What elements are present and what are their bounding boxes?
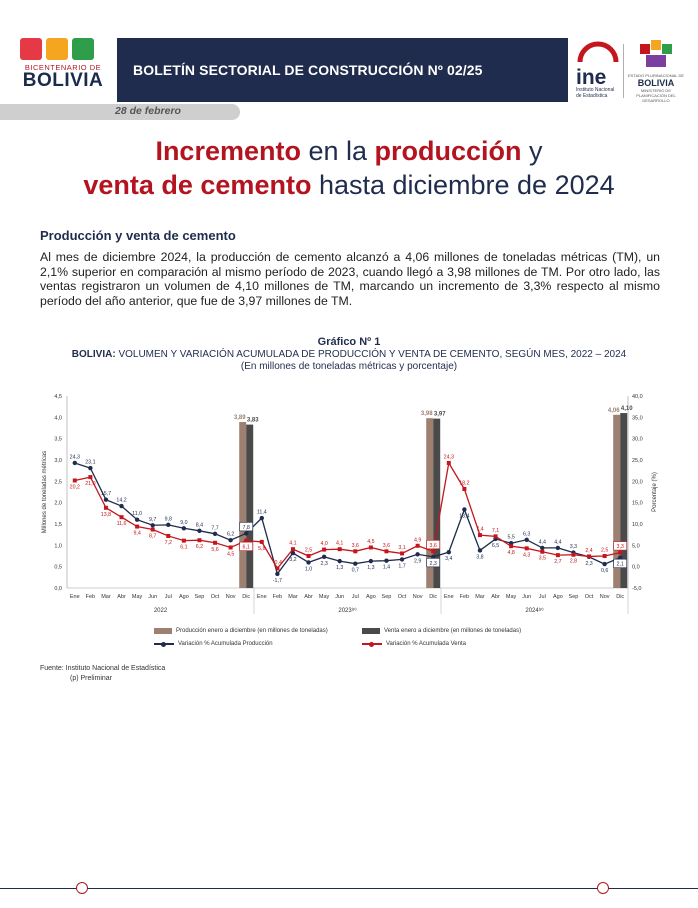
sales-variation-point xyxy=(525,546,529,550)
month-label: May xyxy=(505,594,517,600)
sales-variation-point xyxy=(618,551,622,555)
production-variation-label: 0,6 xyxy=(600,568,609,575)
right-tick-label: 5,0 xyxy=(632,543,640,550)
bulletin-title: BOLETÍN SECTORIAL DE CONSTRUCCIÓN Nº 02/25 xyxy=(133,62,483,78)
sales-variation-label: 13,8 xyxy=(100,511,112,518)
sales-variation-point xyxy=(151,528,155,532)
sales-variation-point xyxy=(571,553,575,557)
right-tick-label: 10,0 xyxy=(632,522,643,528)
publication-date: 28 de febrero xyxy=(115,105,181,117)
right-tick-label: 15,0 xyxy=(632,500,643,507)
sales-variation-label: 3,6 xyxy=(382,542,391,549)
legend-prod-line-swatch xyxy=(154,640,174,648)
sales-bar-label: 4,10 xyxy=(620,406,633,413)
estado-sub: ESTADO PLURINACIONAL DE xyxy=(628,73,685,78)
sales-bar-label: 3,97 xyxy=(433,411,446,418)
title-part-3: producción xyxy=(374,136,522,166)
month-label: Mar xyxy=(475,594,485,600)
title-part-1: Incremento xyxy=(155,136,301,166)
sales-variation-label: 4,3 xyxy=(523,552,531,559)
production-variation-point xyxy=(540,546,544,550)
production-variation-label: 8,4 xyxy=(195,522,204,529)
month-label: Jun xyxy=(148,594,158,600)
production-variation-label: 3,3 xyxy=(569,544,578,551)
sales-variation-label: 20,2 xyxy=(69,484,80,491)
sales-variation-label: -0,4 xyxy=(272,559,282,566)
left-tick-label: 3,5 xyxy=(54,436,62,443)
sales-variation-point xyxy=(88,475,92,479)
month-label: Ago xyxy=(178,594,189,600)
sales-variation-point xyxy=(369,545,373,549)
production-variation-point xyxy=(73,461,77,465)
sales-variation-point xyxy=(400,551,404,555)
ine-arc-icon xyxy=(576,40,620,64)
sales-variation-label: 4,9 xyxy=(413,537,422,544)
sales-variation-point xyxy=(73,478,77,482)
logo-tile-green xyxy=(72,38,94,60)
left-tick-label: 0,5 xyxy=(54,564,62,571)
production-variation-label: -1,7 xyxy=(272,577,282,584)
month-label: Jul xyxy=(538,594,546,600)
month-label: Feb xyxy=(459,594,470,600)
production-variation-label: 2,3 xyxy=(320,560,328,567)
ine-sub: Instituto Nacional de Estadística xyxy=(576,87,615,99)
source-line: Fuente: Instituto Nacional de Estadística xyxy=(40,665,166,672)
sales-variation-point xyxy=(120,515,124,519)
production-variation-point xyxy=(306,560,310,564)
production-variation-point xyxy=(88,466,92,470)
production-variation-point xyxy=(260,516,264,520)
sales-variation-point xyxy=(260,540,264,544)
brand-sub: BICENTENARIO DE xyxy=(24,63,102,72)
legend-venta-bar-swatch xyxy=(362,628,380,634)
sales-variation-point xyxy=(416,544,420,548)
left-tick-label: 1,0 xyxy=(54,543,62,550)
month-label: Ago xyxy=(365,594,376,600)
production-variation-label: 11,4 xyxy=(256,509,267,516)
month-label: May xyxy=(318,594,330,600)
production-variation-label: 3,2 xyxy=(289,557,297,564)
production-variation-point xyxy=(322,555,326,559)
left-tick-label: 4,5 xyxy=(54,394,62,400)
sales-variation-point xyxy=(447,461,451,465)
sales-variation-point xyxy=(540,550,544,554)
production-variation-label: 9,0 xyxy=(180,519,188,526)
sales-variation-point xyxy=(431,549,435,553)
month-label: Dic xyxy=(242,594,251,600)
month-label: Jul xyxy=(164,594,172,600)
year-label: 2024$^{(p)}$ xyxy=(525,606,544,614)
right-tick-label: 20,0 xyxy=(632,479,643,486)
legend-venta-bar-label: Venta enero a diciembre (en millones de toneladas) xyxy=(384,628,522,634)
production-variation-point xyxy=(384,558,388,562)
sales-variation-point xyxy=(509,544,513,548)
title-part-6: hasta diciembre de 2024 xyxy=(311,170,615,200)
production-variation-point xyxy=(197,529,201,533)
sales-variation-point xyxy=(338,547,342,551)
production-variation-label: 4,4 xyxy=(538,539,546,546)
footer-dot-right xyxy=(597,882,609,894)
production-variation-point xyxy=(228,538,232,542)
production-variation-label: 2,3 xyxy=(429,560,437,567)
month-label: Mar xyxy=(288,594,298,600)
legend-venta-line-label: Variación % Acumulada Venta xyxy=(386,641,466,647)
sales-variation-label: 8,7 xyxy=(149,533,157,540)
production-variation-point xyxy=(275,572,279,576)
right-tick-label: -5,0 xyxy=(632,586,642,592)
left-tick-label: 4,0 xyxy=(54,415,62,422)
sales-variation-label: 2,5 xyxy=(600,547,609,554)
month-label: Dic xyxy=(429,594,438,600)
production-variation-label: 23,1 xyxy=(85,459,96,466)
month-label: Sep xyxy=(194,594,205,600)
production-variation-label: 1,3 xyxy=(367,565,375,572)
production-variation-label: 2,3 xyxy=(585,560,593,567)
production-variation-point xyxy=(415,552,419,556)
sales-variation-label: 4,8 xyxy=(507,550,515,557)
sales-variation-label: 18,2 xyxy=(459,480,470,487)
production-variation-point xyxy=(556,546,560,550)
sales-variation-point xyxy=(166,534,170,538)
estado-sub2: MINISTERIO DE PLANIFICACIÓN DEL DESARROLLO xyxy=(636,88,676,103)
bulletin-header xyxy=(117,38,568,102)
legend-venta-line xyxy=(362,640,466,648)
legend-venta-line-swatch xyxy=(362,640,382,648)
production-variation-label: 1,4 xyxy=(382,564,391,571)
sales-variation-label: 9,4 xyxy=(133,530,141,537)
month-label: Nov xyxy=(225,594,236,600)
sales-variation-label: 3,1 xyxy=(398,544,406,551)
logo-tile-red xyxy=(20,38,42,60)
month-label: Feb xyxy=(85,594,96,600)
production-variation-label: 3,4 xyxy=(445,556,453,563)
production-variation-label: 6,2 xyxy=(226,531,235,538)
production-variation-label: 1,7 xyxy=(398,563,406,570)
legend-venta-bar xyxy=(362,628,521,634)
sales-variation-point xyxy=(275,566,279,570)
production-variation-point xyxy=(182,526,186,530)
production-variation-label: 9,8 xyxy=(164,516,172,523)
month-label: Abr xyxy=(304,594,313,600)
sales-variation-label: 21,0 xyxy=(85,481,96,488)
production-variation-label: 0,7 xyxy=(351,567,359,574)
sales-bar-label: 3,83 xyxy=(246,417,259,424)
production-variation-label: 6,3 xyxy=(523,531,531,538)
sales-variation-label: 7,1 xyxy=(491,527,500,534)
left-axis-title: Millones de toneladas métricas xyxy=(42,450,48,534)
month-label: Abr xyxy=(117,594,126,600)
left-tick-label: 2,5 xyxy=(54,479,62,486)
production-variation-label: 13,4 xyxy=(459,513,470,520)
month-label: Jun xyxy=(335,594,345,600)
production-variation-label: 11,0 xyxy=(132,511,143,518)
sales-variation-label: 3,6 xyxy=(429,542,437,549)
sales-variation-point xyxy=(229,545,233,549)
sales-variation-label: 6,1 xyxy=(242,544,250,551)
production-variation-point xyxy=(213,532,217,536)
production-variation-point xyxy=(369,559,373,563)
sales-variation-label: 4,1 xyxy=(336,540,344,547)
sales-variation-label: 3,5 xyxy=(538,555,546,562)
production-variation-point xyxy=(151,523,155,527)
production-bar-label: 4,06 xyxy=(607,407,620,414)
right-tick-label: 40,0 xyxy=(632,394,643,400)
estado-word: BOLIVIA xyxy=(637,78,675,88)
footer-dot-left xyxy=(76,882,88,894)
sales-variation-label: 2,4 xyxy=(585,547,593,554)
production-variation-label: 1,3 xyxy=(336,565,344,572)
chart-label: Gráfico Nº 1 xyxy=(317,336,381,348)
sales-variation-label: 4,5 xyxy=(367,538,375,545)
left-tick-label: 1,5 xyxy=(54,522,62,528)
month-label: Oct xyxy=(397,594,407,600)
ine-logo xyxy=(576,40,620,104)
production-variation-label: 1,0 xyxy=(304,566,313,573)
preliminary-note: (p) Preliminar xyxy=(70,675,113,682)
sales-variation-point xyxy=(213,541,217,545)
sales-variation-point xyxy=(291,547,295,551)
right-tick-label: 25,0 xyxy=(632,458,643,464)
source-note xyxy=(40,664,165,684)
month-label: May xyxy=(131,594,143,600)
sales-variation-point xyxy=(353,549,357,553)
chart-country: BOLIVIA: xyxy=(71,349,116,360)
production-variation-label: 9,7 xyxy=(149,516,157,523)
bicentenario-logo xyxy=(14,38,112,100)
sales-variation-point xyxy=(182,539,186,543)
sales-variation-label: 4,0 xyxy=(320,541,328,548)
month-label: Feb xyxy=(272,594,283,600)
left-tick-label: 3,0 xyxy=(54,458,62,464)
sales-variation-point xyxy=(197,538,201,542)
sales-variation-point xyxy=(307,554,311,558)
title-part-4: y xyxy=(521,136,543,166)
sales-variation-label: 2,5 xyxy=(304,547,313,554)
legend-prod-bar xyxy=(154,628,328,634)
left-tick-label: 0,0 xyxy=(54,586,62,592)
sales-bar xyxy=(246,425,253,588)
right-tick-label: 35,0 xyxy=(632,415,643,422)
ine-word: ine xyxy=(576,66,607,89)
production-variation-label: 5,5 xyxy=(507,534,515,541)
month-label: Ene xyxy=(443,594,454,600)
month-label: Jul xyxy=(351,594,359,600)
sales-variation-label: 7,4 xyxy=(476,526,484,533)
bicentenario-tiles xyxy=(20,38,112,60)
production-variation-label: 2,9 xyxy=(413,558,422,565)
production-variation-label: 7,7 xyxy=(211,525,219,532)
sales-variation-label: 24,3 xyxy=(443,454,454,461)
brand-main: BOLIVIA xyxy=(22,70,104,91)
month-label: Nov xyxy=(599,594,610,600)
legend-prod-line xyxy=(154,640,273,648)
production-variation-label: 24,3 xyxy=(69,454,80,461)
title-part-5: venta de cemento xyxy=(83,170,312,200)
year-label: 2023$^{(p)}$ xyxy=(338,606,357,614)
chart-units: (En millones de toneladas métricas y porcentaje) xyxy=(240,361,458,372)
sales-variation-label: 2,8 xyxy=(569,558,578,565)
estado-logo xyxy=(628,40,684,104)
month-label: Jun xyxy=(522,594,532,600)
logo-tile-yellow xyxy=(46,38,68,60)
preliminary-marker: (p) xyxy=(351,606,357,611)
month-label: Ago xyxy=(552,594,563,600)
sales-variation-point xyxy=(322,548,326,552)
production-variation-label: 4,4 xyxy=(554,539,562,546)
right-tick-label: 30,0 xyxy=(632,436,643,443)
production-variation-point xyxy=(602,562,606,566)
month-label: Ene xyxy=(256,594,267,600)
production-bar xyxy=(239,422,246,588)
month-label: Mar xyxy=(101,594,111,600)
sales-variation-point xyxy=(478,533,482,537)
production-variation-point xyxy=(478,548,482,552)
production-variation-label: 3,8 xyxy=(476,554,484,561)
month-label: Dic xyxy=(616,594,625,600)
production-variation-point xyxy=(244,531,248,535)
month-label: Nov xyxy=(412,594,423,600)
production-variation-label: 14,2 xyxy=(116,497,127,504)
production-bar-label: 3,89 xyxy=(233,415,246,422)
sales-variation-label: 5,6 xyxy=(211,546,219,553)
right-tick-label: 0,0 xyxy=(632,564,640,571)
sales-variation-line xyxy=(75,463,620,568)
month-label: Sep xyxy=(568,594,579,600)
cement-chart xyxy=(0,380,698,620)
sales-variation-label: 5,8 xyxy=(258,545,266,552)
sales-variation-point xyxy=(462,487,466,491)
month-label: Oct xyxy=(584,594,594,600)
body-paragraph: Al mes de diciembre 2024, la producción de cemento alcanzó a 4,06 millones de toneladas métricas (TM), un 2,1% superior en comparación al mismo período de 2023, cuando llegó a 3,98 millones de TM. Por otro lado, las ventas registraron un volumen de 4,10 millones de TM, marcando un incremento de 3,3% respecto al mismo período del año anterior, que fue de 3,97 millones de TM. xyxy=(40,250,660,308)
production-variation-point xyxy=(338,559,342,563)
production-variation-point xyxy=(353,561,357,565)
production-variation-point xyxy=(135,518,139,522)
legend-prod-bar-swatch xyxy=(154,628,172,634)
month-label: Sep xyxy=(381,594,392,600)
year-label: 2022 xyxy=(153,608,168,614)
sales-variation-point xyxy=(494,534,498,538)
sales-variation-label: 4,1 xyxy=(289,540,297,547)
production-variation-point xyxy=(447,550,451,554)
coat-of-arms-icon xyxy=(638,40,674,68)
sales-variation-label: 2,7 xyxy=(554,559,562,566)
chart-subtitle xyxy=(0,349,698,360)
production-variation-label: 6,5 xyxy=(491,542,500,549)
right-axis-title: Porcentaje (%) xyxy=(652,472,658,512)
sales-variation-label: 6,1 xyxy=(180,544,188,551)
legend-prod-bar-label: Producción enero a diciembre (en millones de toneladas) xyxy=(176,628,328,634)
sales-variation-point xyxy=(104,506,108,510)
section-heading: Producción y venta de cemento xyxy=(40,228,236,243)
legend-prod-line-label: Variación % Acumulada Producción xyxy=(178,641,273,647)
month-label: Ene xyxy=(69,594,80,600)
page-title xyxy=(0,134,698,202)
sales-variation-point xyxy=(587,554,591,558)
sales-variation-label: 4,5 xyxy=(226,551,235,558)
month-label: Oct xyxy=(210,594,220,600)
sales-variation-point xyxy=(603,554,607,558)
preliminary-marker: (p) xyxy=(538,606,544,611)
production-bar-label: 3,98 xyxy=(420,411,433,418)
production-variation-point xyxy=(166,523,170,527)
production-variation-point xyxy=(119,504,123,508)
production-variation-point xyxy=(462,507,466,511)
sales-variation-label: 6,2 xyxy=(195,544,204,551)
month-label: Abr xyxy=(491,594,500,600)
production-variation-point xyxy=(104,497,108,501)
production-variation-label: 15,7 xyxy=(100,491,112,498)
logo-divider xyxy=(623,44,624,98)
sales-variation-label: 7,2 xyxy=(164,539,172,546)
production-variation-label: 2,1 xyxy=(616,561,624,568)
production-variation-point xyxy=(400,557,404,561)
sales-variation-point xyxy=(556,553,560,557)
chart-subtitle-text: VOLUMEN Y VARIACIÓN ACUMULADA DE PRODUCCIÓN Y VENTA DE CEMENTO, SEGÚN MES, 2022 – 2024 xyxy=(115,349,627,360)
production-variation-point xyxy=(525,538,529,542)
sales-variation-label: 3,3 xyxy=(616,544,624,551)
left-tick-label: 2,0 xyxy=(54,500,62,507)
sales-variation-label: 11,6 xyxy=(116,521,127,528)
title-part-2: en la xyxy=(300,136,375,166)
production-variation-label: 7,8 xyxy=(242,524,250,531)
sales-variation-point xyxy=(135,525,139,529)
footer-line xyxy=(0,888,698,889)
sales-variation-point xyxy=(384,549,388,553)
sales-variation-label: 3,6 xyxy=(351,542,359,549)
